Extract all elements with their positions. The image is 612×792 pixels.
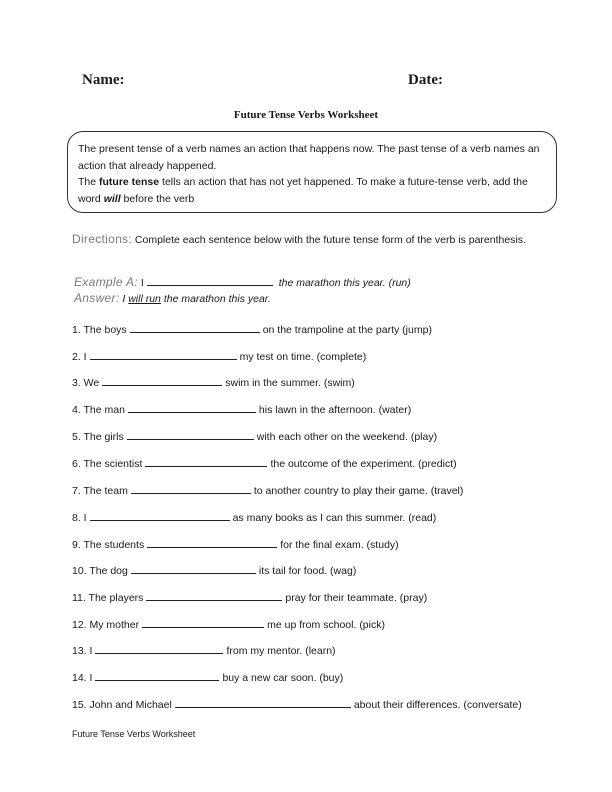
date-label: Date: bbox=[408, 72, 443, 88]
info-line-1: The present tense of a verb names an action that happens now. The past tense of a verb names an action that already happened. bbox=[78, 143, 540, 172]
answer-blank[interactable] bbox=[128, 401, 256, 413]
name-label: Name: bbox=[82, 72, 125, 88]
answer-blank[interactable] bbox=[175, 696, 351, 708]
answer-blank[interactable] bbox=[95, 642, 223, 654]
answer-blank[interactable] bbox=[102, 374, 222, 386]
question-subject: 10. The dog bbox=[72, 565, 128, 577]
answer-blank[interactable] bbox=[131, 562, 256, 574]
question-subject: 13. I bbox=[72, 645, 93, 657]
example-prefix: I bbox=[140, 277, 144, 289]
answer-blank[interactable] bbox=[95, 669, 219, 681]
answer-heading: Answer: bbox=[74, 291, 120, 305]
answer bbox=[74, 291, 271, 305]
answer-blank[interactable] bbox=[131, 482, 251, 494]
question-predicate: buy a new car soon. (buy) bbox=[222, 672, 344, 684]
example-a bbox=[74, 274, 411, 289]
question-subject: 12. My mother bbox=[72, 619, 140, 631]
question-subject: 8. I bbox=[72, 512, 87, 524]
question-subject: 11. The players bbox=[72, 592, 144, 604]
question-1 bbox=[72, 321, 432, 336]
answer-blank[interactable] bbox=[127, 428, 254, 440]
question-predicate: pray for their teammate. (pray) bbox=[285, 592, 428, 604]
question-predicate: on the trampoline at the party (jump) bbox=[262, 324, 432, 336]
directions bbox=[72, 231, 532, 249]
directions-text: Complete each sentence below with the future tense form of the verb is parenthesis. bbox=[134, 234, 526, 246]
question-predicate: as many books as I can this summer. (read) bbox=[232, 512, 437, 524]
question-predicate: its tail for food. (wag) bbox=[258, 565, 357, 577]
question-predicate: me up from school. (pick) bbox=[267, 619, 385, 631]
question-7 bbox=[72, 482, 463, 497]
answer-blank[interactable] bbox=[142, 616, 264, 628]
question-predicate: the outcome of the experiment. (predict) bbox=[270, 458, 457, 470]
question-predicate: for the final exam. (study) bbox=[280, 539, 399, 551]
question-predicate: to another country to play their game. (travel) bbox=[253, 485, 464, 497]
example-blank bbox=[147, 274, 273, 286]
future-tense-term: future tense bbox=[99, 176, 160, 188]
answer-verb: will run bbox=[128, 293, 161, 305]
question-subject: 3. We bbox=[72, 377, 100, 389]
question-subject: 4. The man bbox=[72, 404, 125, 416]
info-line-2 bbox=[78, 174, 546, 207]
question-predicate: about their differences. (conversate) bbox=[353, 699, 522, 711]
question-3 bbox=[72, 374, 355, 389]
question-12 bbox=[72, 616, 385, 631]
answer-blank[interactable] bbox=[147, 536, 277, 548]
question-subject: 2. I bbox=[72, 351, 87, 363]
answer-text: the marathon this year. bbox=[163, 293, 271, 305]
question-4 bbox=[72, 401, 411, 416]
answer-blank[interactable] bbox=[90, 509, 230, 521]
question-subject: 1. The boys bbox=[72, 324, 127, 336]
question-predicate: from my mentor. (learn) bbox=[226, 645, 336, 657]
will-term: will bbox=[103, 192, 121, 205]
question-subject: 6. The scientist bbox=[72, 458, 143, 470]
question-subject: 15. John and Michael bbox=[72, 699, 172, 711]
example-text: the marathon this year. (run) bbox=[278, 277, 411, 289]
worksheet-title: Future Tense Verbs Worksheet bbox=[233, 109, 379, 121]
info-text: before the verb bbox=[120, 192, 195, 205]
question-subject: 14. I bbox=[72, 672, 93, 684]
question-predicate: swim in the summer. (swim) bbox=[225, 377, 355, 389]
answer-blank[interactable] bbox=[145, 455, 267, 467]
info-box bbox=[67, 131, 557, 213]
question-predicate: with each other on the weekend. (play) bbox=[256, 431, 438, 443]
question-subject: 5. The girls bbox=[72, 431, 124, 443]
info-text: The bbox=[78, 176, 100, 188]
question-8 bbox=[72, 509, 436, 524]
question-15 bbox=[72, 696, 522, 711]
question-subject: 9. The students bbox=[72, 539, 145, 551]
question-predicate: his lawn in the afternoon. (water) bbox=[258, 404, 412, 416]
question-5 bbox=[72, 428, 437, 443]
info-text: tells an action that has not yet happened. To make a future-tense verb, add the word bbox=[78, 176, 528, 205]
question-2 bbox=[72, 348, 366, 363]
question-10 bbox=[72, 562, 356, 577]
footer: Future Tense Verbs Worksheet bbox=[72, 729, 196, 739]
question-13 bbox=[72, 642, 336, 657]
answer-blank[interactable] bbox=[90, 348, 237, 360]
question-6 bbox=[72, 455, 457, 470]
question-subject: 7. The team bbox=[72, 485, 128, 497]
question-9 bbox=[72, 536, 399, 551]
answer-prefix: I bbox=[122, 293, 126, 305]
question-14 bbox=[72, 669, 343, 684]
answer-blank[interactable] bbox=[146, 589, 282, 601]
question-11 bbox=[72, 589, 427, 604]
answer-blank[interactable] bbox=[130, 321, 260, 333]
question-predicate: my test on time. (complete) bbox=[239, 351, 367, 363]
directions-heading: Directions: bbox=[72, 232, 132, 246]
example-heading: Example A: bbox=[74, 275, 138, 289]
